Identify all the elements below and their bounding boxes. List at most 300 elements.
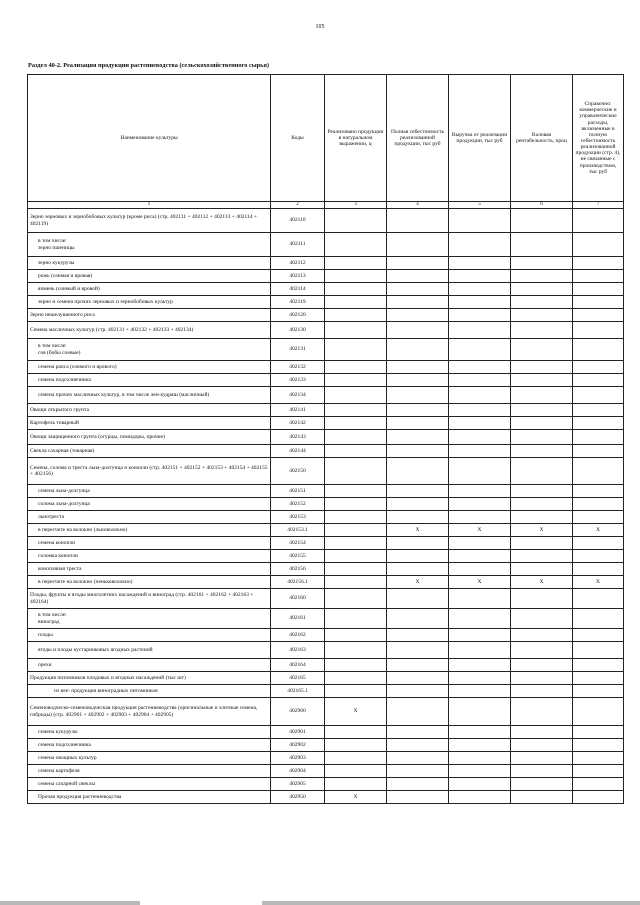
row-cell-col3[interactable] [325,550,387,563]
row-cell-col4[interactable] [387,404,449,417]
row-code: 402111 [271,233,325,257]
row-name: семена подсолнечника [28,739,271,752]
row-cell-col7[interactable] [573,257,624,270]
row-code: 402905 [271,778,325,791]
row-cell-col5[interactable] [449,739,511,752]
row-cell-col5[interactable] [449,765,511,778]
row-cell-col7[interactable] [573,685,624,698]
row-cell-col4[interactable] [387,339,449,361]
row-cell-col3[interactable] [325,233,387,257]
row-cell-col3[interactable] [325,387,387,404]
table-row [28,550,624,563]
row-cell-col6[interactable] [511,609,573,629]
row-cell-col7[interactable] [573,739,624,752]
row-cell-col5: X [449,576,511,589]
row-name: в пересчете на волокно (льноволокно) [28,524,271,537]
row-cell-col7[interactable] [573,270,624,283]
row-cell-col7[interactable] [573,209,624,233]
row-code: 402156.1 [271,576,325,589]
row-cell-col6[interactable] [511,739,573,752]
row-cell-col5[interactable] [449,537,511,550]
table-row [28,270,624,283]
row-code: 402141 [271,404,325,417]
row-cell-col5[interactable] [449,498,511,511]
row-cell-col7[interactable] [573,430,624,445]
row-cell-col7[interactable] [573,629,624,642]
row-cell-col3[interactable] [325,270,387,283]
table-row [28,698,624,726]
row-cell-col6[interactable] [511,537,573,550]
row-cell-col6: X [511,576,573,589]
row-cell-col4[interactable] [387,498,449,511]
row-cell-col7[interactable] [573,498,624,511]
row-cell-col7[interactable] [573,659,624,672]
row-cell-col3[interactable] [325,322,387,339]
header-col4: Полная себестоимость реализованной продукции, тыс руб [387,75,449,202]
row-code: 402160 [271,589,325,609]
scan-shadow [0,901,140,905]
form-table [27,74,624,804]
row-name: в том числе: зерно пшеницы [28,233,271,257]
row-cell-col3[interactable] [325,765,387,778]
table-row [28,791,624,804]
row-cell-col7[interactable] [573,791,624,804]
row-cell-col5[interactable] [449,209,511,233]
header-row [28,75,624,202]
row-code: 402143 [271,430,325,445]
row-cell-col7[interactable] [573,445,624,458]
row-name: соломка конопли [28,550,271,563]
row-cell-col5[interactable] [449,339,511,361]
row-name: семена рапса (озимого и ярового) [28,361,271,374]
row-cell-col6[interactable] [511,387,573,404]
row-cell-col7[interactable] [573,698,624,726]
row-cell-col4[interactable] [387,283,449,296]
column-number: 7 [573,202,624,209]
row-cell-col3[interactable] [325,672,387,685]
row-name: зерно и семена прочих зерновых и зернобобовых культур [28,296,271,309]
row-code: 402132 [271,361,325,374]
row-cell-col5[interactable] [449,296,511,309]
row-cell-col3[interactable] [325,374,387,387]
table-row [28,309,624,322]
row-cell-col7[interactable] [573,309,624,322]
row-cell-col4[interactable] [387,387,449,404]
row-name: орехи [28,659,271,672]
row-cell-col5[interactable] [449,374,511,387]
row-code: 402150 [271,458,325,485]
row-cell-col5[interactable] [449,233,511,257]
table-row [28,361,624,374]
row-cell-col5[interactable] [449,445,511,458]
row-cell-col5: X [449,524,511,537]
row-cell-col5[interactable] [449,283,511,296]
row-cell-col6[interactable] [511,309,573,322]
row-cell-col5[interactable] [449,485,511,498]
row-cell-col6[interactable] [511,589,573,609]
row-code: 402151 [271,485,325,498]
row-cell-col3[interactable] [325,659,387,672]
row-cell-col4[interactable] [387,550,449,563]
row-cell-col5[interactable] [449,257,511,270]
row-name: рожь (озимая и яровая) [28,270,271,283]
row-code: 402152 [271,498,325,511]
table-row [28,629,624,642]
row-cell-col3[interactable] [325,404,387,417]
row-name: семена конопли [28,537,271,550]
row-cell-col5[interactable] [449,642,511,659]
row-cell-col5[interactable] [449,752,511,765]
row-cell-col4[interactable] [387,791,449,804]
row-cell-col6[interactable] [511,374,573,387]
row-cell-col7[interactable] [573,537,624,550]
row-cell-col7: X [573,576,624,589]
row-cell-col4: X [387,524,449,537]
row-code: 402114 [271,283,325,296]
row-cell-col4[interactable] [387,589,449,609]
row-cell-col6[interactable] [511,417,573,430]
row-cell-col6[interactable] [511,629,573,642]
row-cell-col6[interactable] [511,563,573,576]
row-code: 402112 [271,257,325,270]
table-row [28,537,624,550]
row-cell-col4[interactable] [387,511,449,524]
row-cell-col4[interactable] [387,739,449,752]
row-cell-col7[interactable] [573,374,624,387]
row-cell-col3[interactable] [325,498,387,511]
row-cell-col7[interactable] [573,458,624,485]
row-cell-col6[interactable] [511,672,573,685]
row-cell-col4[interactable] [387,752,449,765]
row-cell-col6[interactable] [511,270,573,283]
row-cell-col4[interactable] [387,233,449,257]
row-name: ягоды и плоды кустарниковых ягодных растений [28,642,271,659]
row-cell-col5[interactable] [449,629,511,642]
column-number-row [28,202,624,209]
row-cell-col6[interactable] [511,458,573,485]
row-cell-col4[interactable] [387,698,449,726]
row-cell-col6[interactable] [511,642,573,659]
header-col6: Валовая рентабельность, проц [511,75,573,202]
row-code: 402165 [271,672,325,685]
row-cell-col3[interactable] [325,511,387,524]
row-cell-col6[interactable] [511,430,573,445]
row-cell-col4[interactable] [387,361,449,374]
row-cell-col5[interactable] [449,458,511,485]
row-cell-col3[interactable] [325,576,387,589]
row-name: Овощи защищенного грунта (огурцы, помидоры, прочие) [28,430,271,445]
row-cell-col6[interactable] [511,685,573,698]
row-cell-col6[interactable] [511,283,573,296]
row-cell-col4: X [387,576,449,589]
row-cell-col5[interactable] [449,309,511,322]
row-cell-col4[interactable] [387,374,449,387]
row-cell-col6[interactable] [511,322,573,339]
row-cell-col3[interactable] [325,589,387,609]
row-cell-col6[interactable] [511,726,573,739]
row-cell-col7[interactable] [573,485,624,498]
row-cell-col4[interactable] [387,778,449,791]
row-cell-col4[interactable] [387,672,449,685]
row-cell-col7[interactable] [573,563,624,576]
row-cell-col3: X [325,791,387,804]
column-number: 4 [387,202,449,209]
row-cell-col4[interactable] [387,685,449,698]
row-cell-col4[interactable] [387,458,449,485]
row-cell-col7[interactable] [573,283,624,296]
row-cell-col5[interactable] [449,387,511,404]
row-cell-col7[interactable] [573,672,624,685]
table-row [28,752,624,765]
row-cell-col6[interactable] [511,698,573,726]
table-row [28,563,624,576]
row-cell-col4[interactable] [387,322,449,339]
row-cell-col7[interactable] [573,296,624,309]
row-cell-col5[interactable] [449,589,511,609]
row-cell-col4[interactable] [387,537,449,550]
row-cell-col4[interactable] [387,659,449,672]
table-row [28,296,624,309]
row-cell-col6[interactable] [511,361,573,374]
row-cell-col5[interactable] [449,361,511,374]
row-cell-col3[interactable] [325,309,387,322]
row-cell-col3[interactable] [325,458,387,485]
row-cell-col4[interactable] [387,629,449,642]
row-code: 402904 [271,765,325,778]
table-row [28,765,624,778]
table-row [28,659,624,672]
row-name: Картофель товарный [28,417,271,430]
row-cell-col3[interactable] [325,524,387,537]
row-cell-col4[interactable] [387,445,449,458]
table-row [28,458,624,485]
row-cell-col5[interactable] [449,404,511,417]
row-cell-col3[interactable] [325,629,387,642]
row-cell-col7[interactable] [573,778,624,791]
row-code: 402113 [271,270,325,283]
table-row [28,589,624,609]
row-cell-col7[interactable] [573,404,624,417]
row-name: семена сахарной свеклы [28,778,271,791]
row-cell-col6[interactable] [511,659,573,672]
row-code: 402120 [271,309,325,322]
table-row [28,445,624,458]
row-code: 402119 [271,296,325,309]
row-cell-col4[interactable] [387,417,449,430]
row-cell-col7[interactable] [573,609,624,629]
row-code: 402903 [271,752,325,765]
row-cell-col3[interactable] [325,361,387,374]
row-cell-col4[interactable] [387,430,449,445]
table-row [28,685,624,698]
row-cell-col7[interactable] [573,589,624,609]
row-cell-col6[interactable] [511,404,573,417]
row-cell-col5[interactable] [449,417,511,430]
table-row [28,672,624,685]
column-number: 5 [449,202,511,209]
row-cell-col7[interactable] [573,642,624,659]
table-body [28,209,624,804]
header-name: Наименование культуры [28,75,271,202]
row-cell-col7[interactable] [573,361,624,374]
table-row [28,498,624,511]
row-cell-col5[interactable] [449,609,511,629]
row-cell-col6[interactable] [511,778,573,791]
row-cell-col4[interactable] [387,270,449,283]
row-code: 402165.1 [271,685,325,698]
row-cell-col3[interactable] [325,445,387,458]
row-cell-col6[interactable] [511,339,573,361]
row-code: 402131 [271,339,325,361]
row-code: 402902 [271,739,325,752]
header-col5: Выручка от реализации продукции, тыс руб [449,75,511,202]
row-cell-col7[interactable] [573,233,624,257]
row-cell-col5[interactable] [449,563,511,576]
row-cell-col5[interactable] [449,726,511,739]
row-cell-col3[interactable] [325,778,387,791]
table-row [28,257,624,270]
row-cell-col6[interactable] [511,233,573,257]
row-cell-col5[interactable] [449,270,511,283]
row-cell-col5[interactable] [449,791,511,804]
row-cell-col4[interactable] [387,609,449,629]
row-cell-col4[interactable] [387,726,449,739]
row-cell-col3[interactable] [325,726,387,739]
row-cell-col6[interactable] [511,485,573,498]
row-cell-col6[interactable] [511,498,573,511]
row-cell-col4[interactable] [387,296,449,309]
table-row [28,387,624,404]
row-cell-col5[interactable] [449,430,511,445]
row-cell-col3[interactable] [325,339,387,361]
table-row [28,485,624,498]
form-table-wrap [27,74,623,804]
row-cell-col7: X [573,524,624,537]
row-name: Плоды, фрукты и ягоды многолетних насаждений и виноград (стр. 402161 + 402162 + 402163 + 402164) [28,589,271,609]
row-name: в том числе: виноград [28,609,271,629]
row-name: из нее: продукция виноградных питомников [28,685,271,698]
row-cell-col5[interactable] [449,778,511,791]
row-cell-col7[interactable] [573,339,624,361]
row-cell-col4[interactable] [387,563,449,576]
table-row [28,726,624,739]
row-code: 402153.1 [271,524,325,537]
page-number: 105 [315,24,325,30]
row-cell-col4[interactable] [387,209,449,233]
row-cell-col3[interactable] [325,537,387,550]
row-cell-col6[interactable] [511,511,573,524]
row-name: семена прочих масличных культур, в том числе лен-кудряш (масличный) [28,387,271,404]
row-cell-col4[interactable] [387,257,449,270]
table-row [28,374,624,387]
row-name: Свекла сахарная (товарная) [28,445,271,458]
row-cell-col6[interactable] [511,765,573,778]
row-cell-col3[interactable] [325,642,387,659]
row-cell-col4[interactable] [387,485,449,498]
column-number: 3 [325,202,387,209]
row-code: 402164 [271,659,325,672]
row-cell-col5[interactable] [449,659,511,672]
row-cell-col3[interactable] [325,296,387,309]
row-cell-col6[interactable] [511,550,573,563]
row-name: в том числе: соя (бобы соевые) [28,339,271,361]
row-cell-col3[interactable] [325,209,387,233]
row-name: семена подсолнечника [28,374,271,387]
row-cell-col6[interactable] [511,445,573,458]
row-code: 402900 [271,698,325,726]
row-cell-col7[interactable] [573,417,624,430]
row-cell-col6[interactable] [511,752,573,765]
scan-shadow [262,901,640,905]
row-name: Овощи открытого грунта [28,404,271,417]
row-cell-col3[interactable] [325,563,387,576]
row-cell-col5[interactable] [449,322,511,339]
row-name: Прочая продукция растениеводства [28,791,271,804]
row-code: 402156 [271,563,325,576]
row-cell-col3[interactable] [325,739,387,752]
row-cell-col3[interactable] [325,257,387,270]
row-cell-col6[interactable] [511,209,573,233]
row-cell-col6[interactable] [511,257,573,270]
table-row [28,739,624,752]
row-name: льнотреста [28,511,271,524]
table-row [28,233,624,257]
row-cell-col3: X [325,698,387,726]
table-row [28,339,624,361]
table-row [28,511,624,524]
row-cell-col5[interactable] [449,550,511,563]
row-code: 402144 [271,445,325,458]
column-number: 2 [271,202,325,209]
row-cell-col5[interactable] [449,698,511,726]
row-name: Семена масличных культур (стр. 402131 + 402132 + 402133 + 402134) [28,322,271,339]
row-cell-col3[interactable] [325,430,387,445]
row-cell-col7[interactable] [573,511,624,524]
row-cell-col6[interactable] [511,791,573,804]
row-code: 402155 [271,550,325,563]
row-cell-col3[interactable] [325,685,387,698]
row-name: Семена, солома и треста льна-долгунца и конопли (стр. 402151 + 402152 + 402153 + 402154 + 402155 + 402156) [28,458,271,485]
row-name: семена кукурузы [28,726,271,739]
row-code: 402130 [271,322,325,339]
row-cell-col4[interactable] [387,309,449,322]
row-code: 402153 [271,511,325,524]
row-name: Зерно зерновых и зернобобовых культур (кроме риса) (стр. 402111 + 402112 + 402113 + 402114 + 402119) [28,209,271,233]
row-cell-col5[interactable] [449,685,511,698]
row-name: Зерно нешелушенного риса [28,309,271,322]
table-row [28,417,624,430]
row-cell-col3[interactable] [325,417,387,430]
row-cell-col7[interactable] [573,726,624,739]
row-cell-col3[interactable] [325,283,387,296]
row-cell-col7[interactable] [573,752,624,765]
row-name: ячмень (озимый и яровой) [28,283,271,296]
row-cell-col7[interactable] [573,387,624,404]
row-cell-col3[interactable] [325,609,387,629]
row-cell-col6[interactable] [511,296,573,309]
row-cell-col3[interactable] [325,752,387,765]
table-row [28,642,624,659]
row-cell-col7[interactable] [573,765,624,778]
row-cell-col7[interactable] [573,322,624,339]
row-cell-col5[interactable] [449,672,511,685]
row-cell-col3[interactable] [325,485,387,498]
row-cell-col7[interactable] [573,550,624,563]
row-code: 402950 [271,791,325,804]
row-cell-col4[interactable] [387,642,449,659]
row-cell-col5[interactable] [449,511,511,524]
row-cell-col4[interactable] [387,765,449,778]
